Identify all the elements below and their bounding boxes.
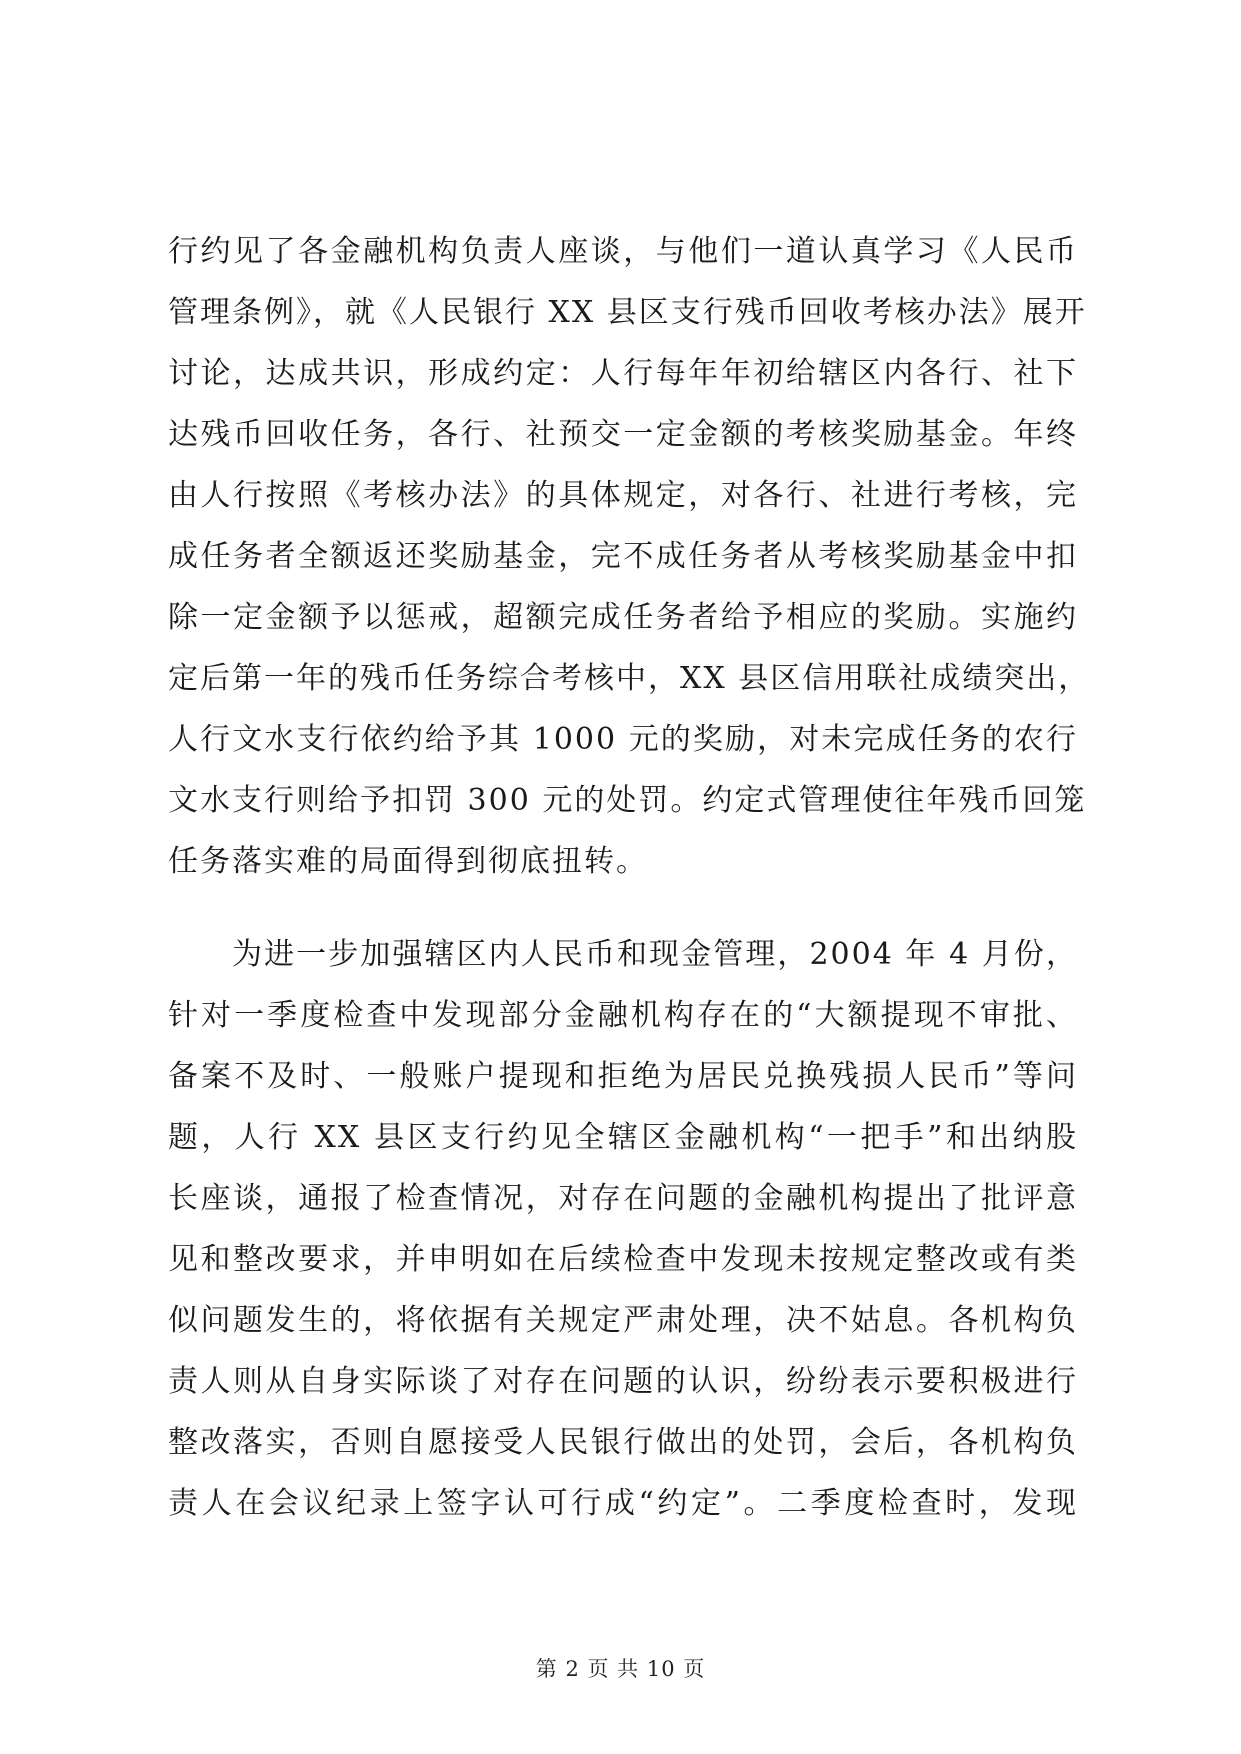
paragraph-line: 责人在会议纪录上签字认可行成“约定”。二季度检查时，发现 bbox=[168, 1486, 1078, 1521]
paragraph-line: 责人则从自身实际谈了对存在问题的认识，纷纷表示要积极进行 bbox=[168, 1364, 1078, 1399]
paragraph-line: 人行文水支行依约给予其 1000 元的奖励，对未完成任务的农行 bbox=[168, 722, 1078, 757]
paragraph-line: 似问题发生的，将依据有关规定严肃处理，决不姑息。各机构负 bbox=[168, 1303, 1078, 1338]
paragraph-line: 题，人行 XX 县区支行约见全辖区金融机构“一把手”和出纳股 bbox=[168, 1120, 1078, 1155]
paragraph-line: 长座谈，通报了检查情况，对存在问题的金融机构提出了批评意 bbox=[168, 1181, 1078, 1216]
paragraph-line: 整改落实，否则自愿接受人民银行做出的处罚，会后，各机构负 bbox=[168, 1425, 1078, 1460]
paragraph-line: 管理条例》，就《人民银行 XX 县区支行残币回收考核办法》展开 bbox=[168, 295, 1087, 330]
paragraph-line: 由人行按照《考核办法》的具体规定，对各行、社进行考核，完 bbox=[168, 478, 1078, 513]
paragraph-line: 针对一季度检查中发现部分金融机构存在的“大额提现不审批、 bbox=[168, 998, 1078, 1033]
paragraph-line: 讨论，达成共识，形成约定：人行每年年初给辖区内各行、社下 bbox=[168, 356, 1078, 391]
paragraph-line: 达残币回收任务，各行、社预交一定金额的考核奖励基金。年终 bbox=[168, 417, 1078, 452]
paragraph-line: 定后第一年的残币任务综合考核中，XX 县区信用联社成绩突出， bbox=[168, 661, 1091, 696]
paragraph-line: 任务落实难的局面得到彻底扭转。 bbox=[168, 844, 648, 879]
paragraph-2 bbox=[168, 924, 1078, 1534]
paragraph-line: 文水支行则给予扣罚 300 元的处罚。约定式管理使往年残币回笼 bbox=[168, 783, 1087, 818]
paragraph-line: 备案不及时、一般账户提现和拒绝为居民兑换残损人民币”等问 bbox=[168, 1059, 1078, 1094]
paragraph-1 bbox=[168, 221, 1091, 892]
paragraph-line: 行约见了各金融机构负责人座谈，与他们一道认真学习《人民币 bbox=[168, 234, 1078, 269]
paragraph-line: 除一定金额予以惩戒，超额完成任务者给予相应的奖励。实施约 bbox=[168, 600, 1078, 635]
page-number-footer: 第 2 页 共 10 页 bbox=[535, 1657, 706, 1681]
paragraph-line: 见和整改要求，并申明如在后续检查中发现未按规定整改或有类 bbox=[168, 1242, 1078, 1277]
paragraph-line: 成任务者全额返还奖励基金，完不成任务者从考核奖励基金中扣 bbox=[168, 539, 1078, 574]
paragraph-line: 为进一步加强辖区内人民币和现金管理，2004 年 4 月份， bbox=[232, 937, 1078, 972]
